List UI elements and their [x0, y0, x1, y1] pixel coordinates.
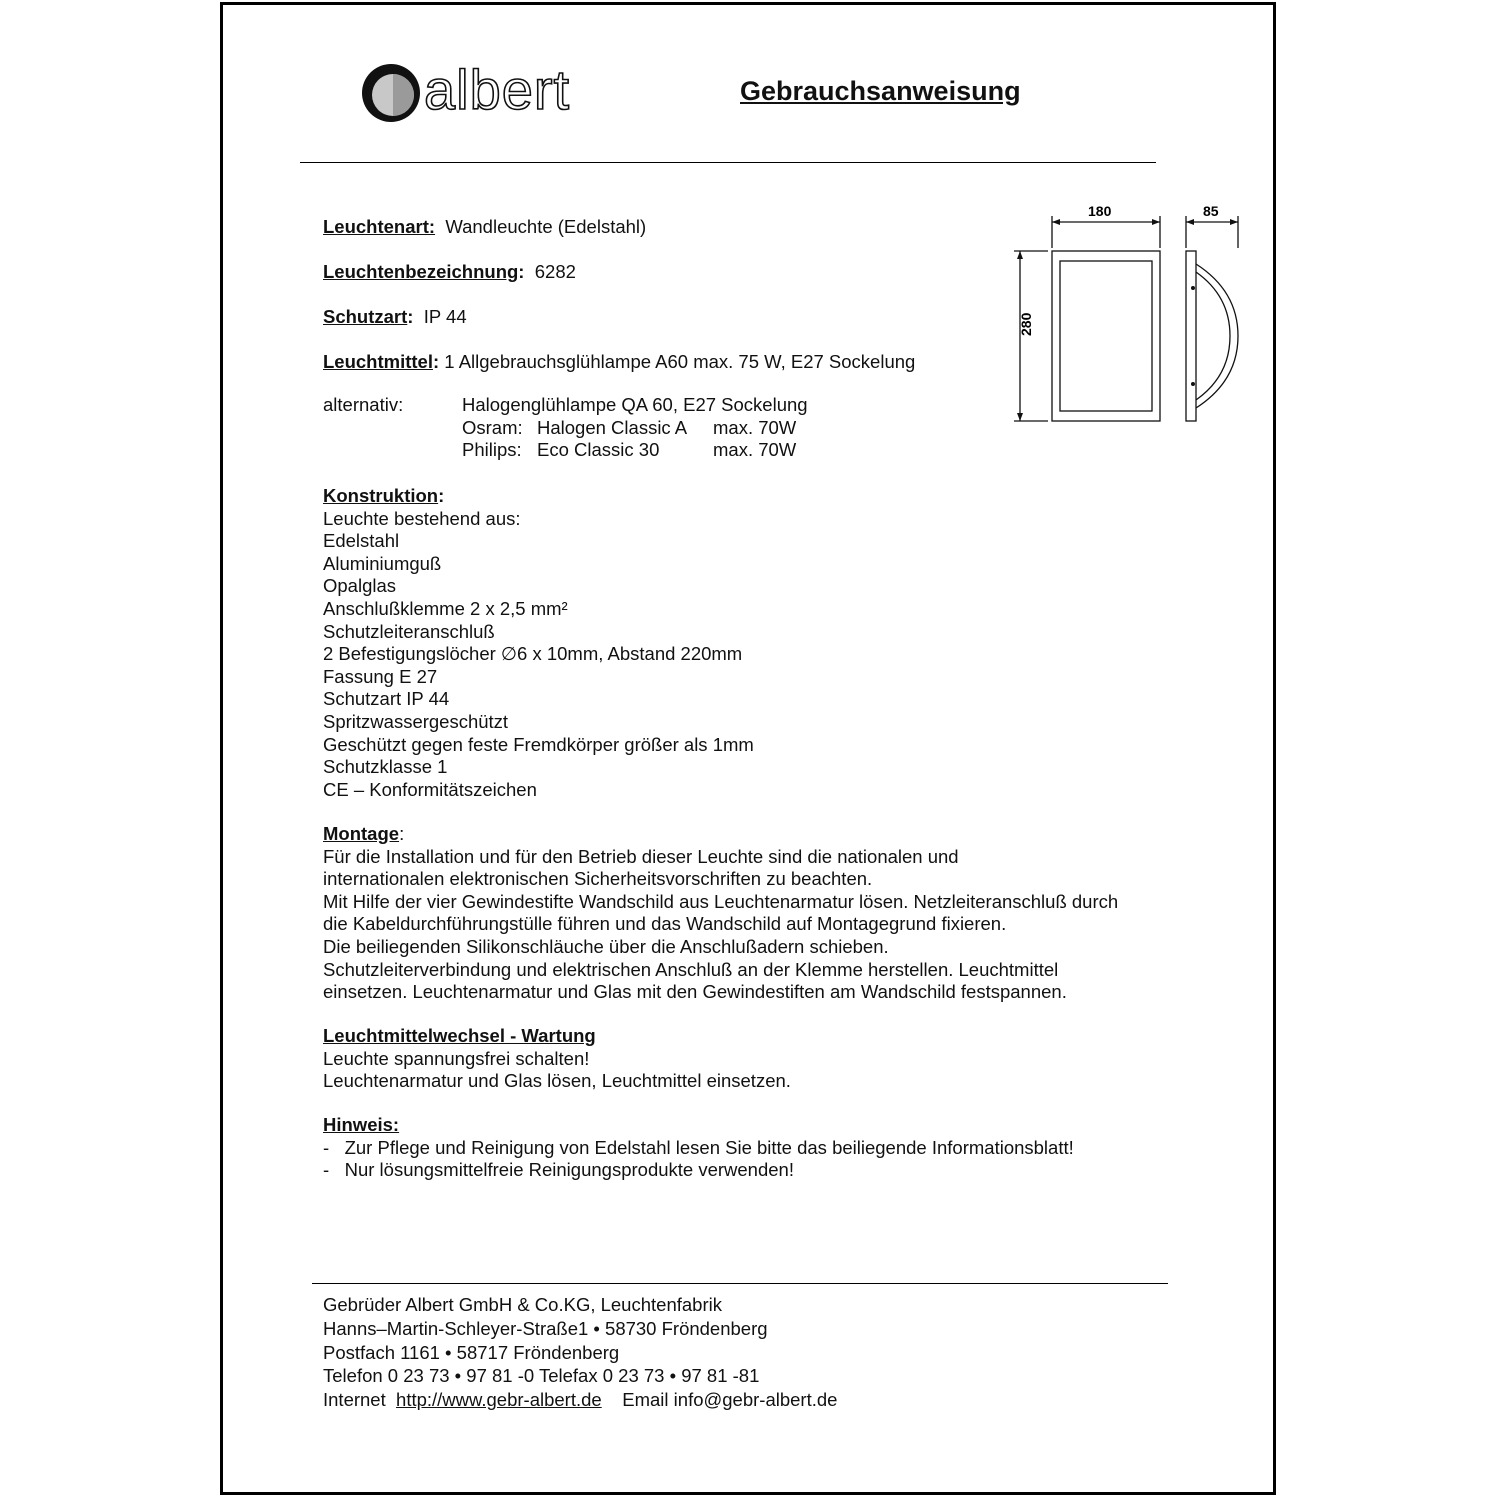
alternative-model: Halogen Classic A [537, 416, 688, 438]
mounting-section: Montage: Für die Installation und für den Betrieb dieser Leuchte sind die nationalen und internationalen elektronischen Sicherheitsvorschriften zu beachten. Mit Hilfe der vier Gewindestifte Wandschild aus Leuchtenarmatur lösen. Netzleiteranschluß durch die Kabeldurchführungstülle führen und das Wandschild auf Montagegrund fixieren. Die beiliegenden Silikonschläuche über die Anschlußadern schieben. Schutzleiterverbindung und elektrischen Anschluß an der Klemme herstellen. Leuchtmittel einsetzen. Leuchtenarmatur und Glas mit den Gewindestiften am Wandschild festspannen. [323, 823, 1183, 1004]
maintenance-line: Leuchte spannungsfrei schalten! [323, 1047, 590, 1069]
construction-line: Leuchte bestehend aus: [323, 507, 521, 529]
construction-heading: Konstruktion [323, 485, 439, 506]
mounting-line: Mit Hilfe der vier Gewindestifte Wandschild aus Leuchtenarmatur lösen. Netzleiteranschluß durch [323, 890, 1119, 912]
spec-name-value: 6282 [534, 261, 576, 282]
mounting-line: Schutzleiterverbindung und elektrischen Anschluß an der Klemme herstellen. Leuchtmittel [323, 958, 1059, 980]
alternative-brand: Philips: [462, 439, 522, 461]
maintenance-line: Leuchtenarmatur und Glas lösen, Leuchtmittel einsetzen. [323, 1070, 791, 1092]
spec-protection: Schutzart: IP 44 [323, 306, 467, 327]
alternative-max: max. 70W [713, 416, 797, 438]
construction-line: Edelstahl [323, 530, 400, 552]
construction-line: Opalglas [323, 575, 397, 597]
construction-section: Konstruktion: Leuchte bestehend aus: Edelstahl Aluminiumguß Opalglas Anschlußklemme 2 x 2,5 mm² Schutzleiteranschluß 2 Befestigungslöcher ∅6 x 10mm, Abstand 220mm Fassung E 27 Schutzart IP 44 Spritzwassergeschützt Geschützt gegen feste Fremdkörper größer als 1mm Schutzklasse 1 CE – Konformitätszeichen [323, 485, 1183, 801]
depth-dimension: 85 [1203, 203, 1219, 219]
mounting-line: einsetzen. Leuchtenarmatur und Glas mit den Gewindestiften am Wandschild festspannen. [323, 981, 1067, 1003]
spec-lamp: Leuchtmittel: 1 Allgebrauchsglühlampe A60 max. 75 W, E27 Sockelung [323, 351, 916, 372]
spec-type-value: Wandleuchte (Edelstahl) [445, 216, 647, 237]
construction-line: 2 Befestigungslöcher ∅6 x 10mm, Abstand 220mm [323, 643, 743, 665]
notes-heading: Hinweis: [323, 1114, 400, 1135]
alternative-model: Halogenglühlampe QA 60, E27 Sockelung [462, 394, 808, 415]
footer-address: Hanns–Martin-Schleyer-Straße1 • 58730 Fröndenberg [323, 1317, 768, 1339]
header-divider [300, 162, 1156, 163]
footer-internet-label: Internet [323, 1389, 386, 1411]
footer-internet [323, 1388, 837, 1412]
spec-name: Leuchtenbezeichnung: 6282 [323, 261, 576, 282]
construction-line: Schutzart IP 44 [323, 688, 450, 710]
spec-lamp-label: Leuchtmittel [323, 351, 433, 372]
mounting-line: Für die Installation und für den Betrieb dieser Leuchte sind die nationalen und [323, 845, 959, 867]
spec-protection-value: IP 44 [423, 306, 467, 327]
construction-line: Schutzleiteranschluß [323, 620, 495, 642]
company-footer [323, 1293, 837, 1412]
construction-line: Spritzwassergeschützt [323, 710, 509, 732]
footer-postbox: Postfach 1161 • 58717 Fröndenberg [323, 1341, 620, 1363]
footer-phone: Telefon 0 23 73 • 97 81 -0 Telefax 0 23 73 • 97 81 -81 [323, 1365, 760, 1387]
spec-protection-label: Schutzart [323, 306, 408, 327]
logo-text: albert [424, 62, 571, 121]
mounting-line: Die beiliegenden Silikonschläuche über die Anschlußadern schieben. [323, 935, 889, 957]
maintenance-heading: Leuchtmittelwechsel - Wartung [323, 1025, 596, 1046]
footer-divider [312, 1283, 1168, 1284]
footer-email[interactable]: Email info@gebr-albert.de [622, 1389, 838, 1411]
construction-line: Aluminiumguß [323, 552, 442, 574]
albert-logo [360, 62, 610, 124]
document-title: Gebrauchsanweisung [740, 76, 1021, 106]
spec-type [323, 216, 646, 239]
construction-line: Geschützt gegen feste Fremdkörper größer als 1mm [323, 733, 754, 755]
alternative-brand: Osram: [462, 416, 523, 438]
height-dimension: 280 [1018, 312, 1034, 336]
website-link[interactable]: http://www.gebr-albert.de [396, 1389, 602, 1411]
notes-section [323, 1114, 1183, 1182]
note-item: - Nur lösungsmittelfreie Reinigungsprodukte verwenden! [323, 1159, 794, 1181]
mounting-line: internationalen elektronischen Sicherheitsvorschriften zu beachten. [323, 868, 873, 890]
mounting-heading: Montage [323, 823, 400, 844]
mounting-line: die Kabeldurchführungstülle führen und das Wandschild auf Montagegrund fixieren. [323, 913, 1007, 935]
construction-line: Anschlußklemme 2 x 2,5 mm² [323, 597, 568, 619]
construction-line: Schutzklasse 1 [323, 756, 448, 778]
footer-company: Gebrüder Albert GmbH & Co.KG, Leuchtenfabrik [323, 1294, 722, 1315]
construction-line: Fassung E 27 [323, 665, 438, 687]
spec-name-label: Leuchtenbezeichnung [323, 261, 519, 282]
note-item: - Zur Pflege und Reinigung von Edelstahl lesen Sie bitte das beiliegende Informationsblatt! [323, 1136, 1074, 1158]
width-dimension: 180 [1088, 203, 1112, 219]
alternative-max: max. 70W [713, 439, 797, 461]
dimension-drawing [998, 196, 1258, 436]
alternative-label: alternativ: [323, 394, 404, 415]
spec-lamp-value: 1 Allgebrauchsglühlampe A60 max. 75 W, E27 Sockelung [444, 351, 916, 372]
alternative-model: Eco Classic 30 [537, 439, 660, 461]
maintenance-section [323, 1025, 1183, 1093]
construction-line: CE – Konformitätszeichen [323, 778, 537, 800]
spec-type-label: Leuchtenart: [323, 216, 436, 237]
